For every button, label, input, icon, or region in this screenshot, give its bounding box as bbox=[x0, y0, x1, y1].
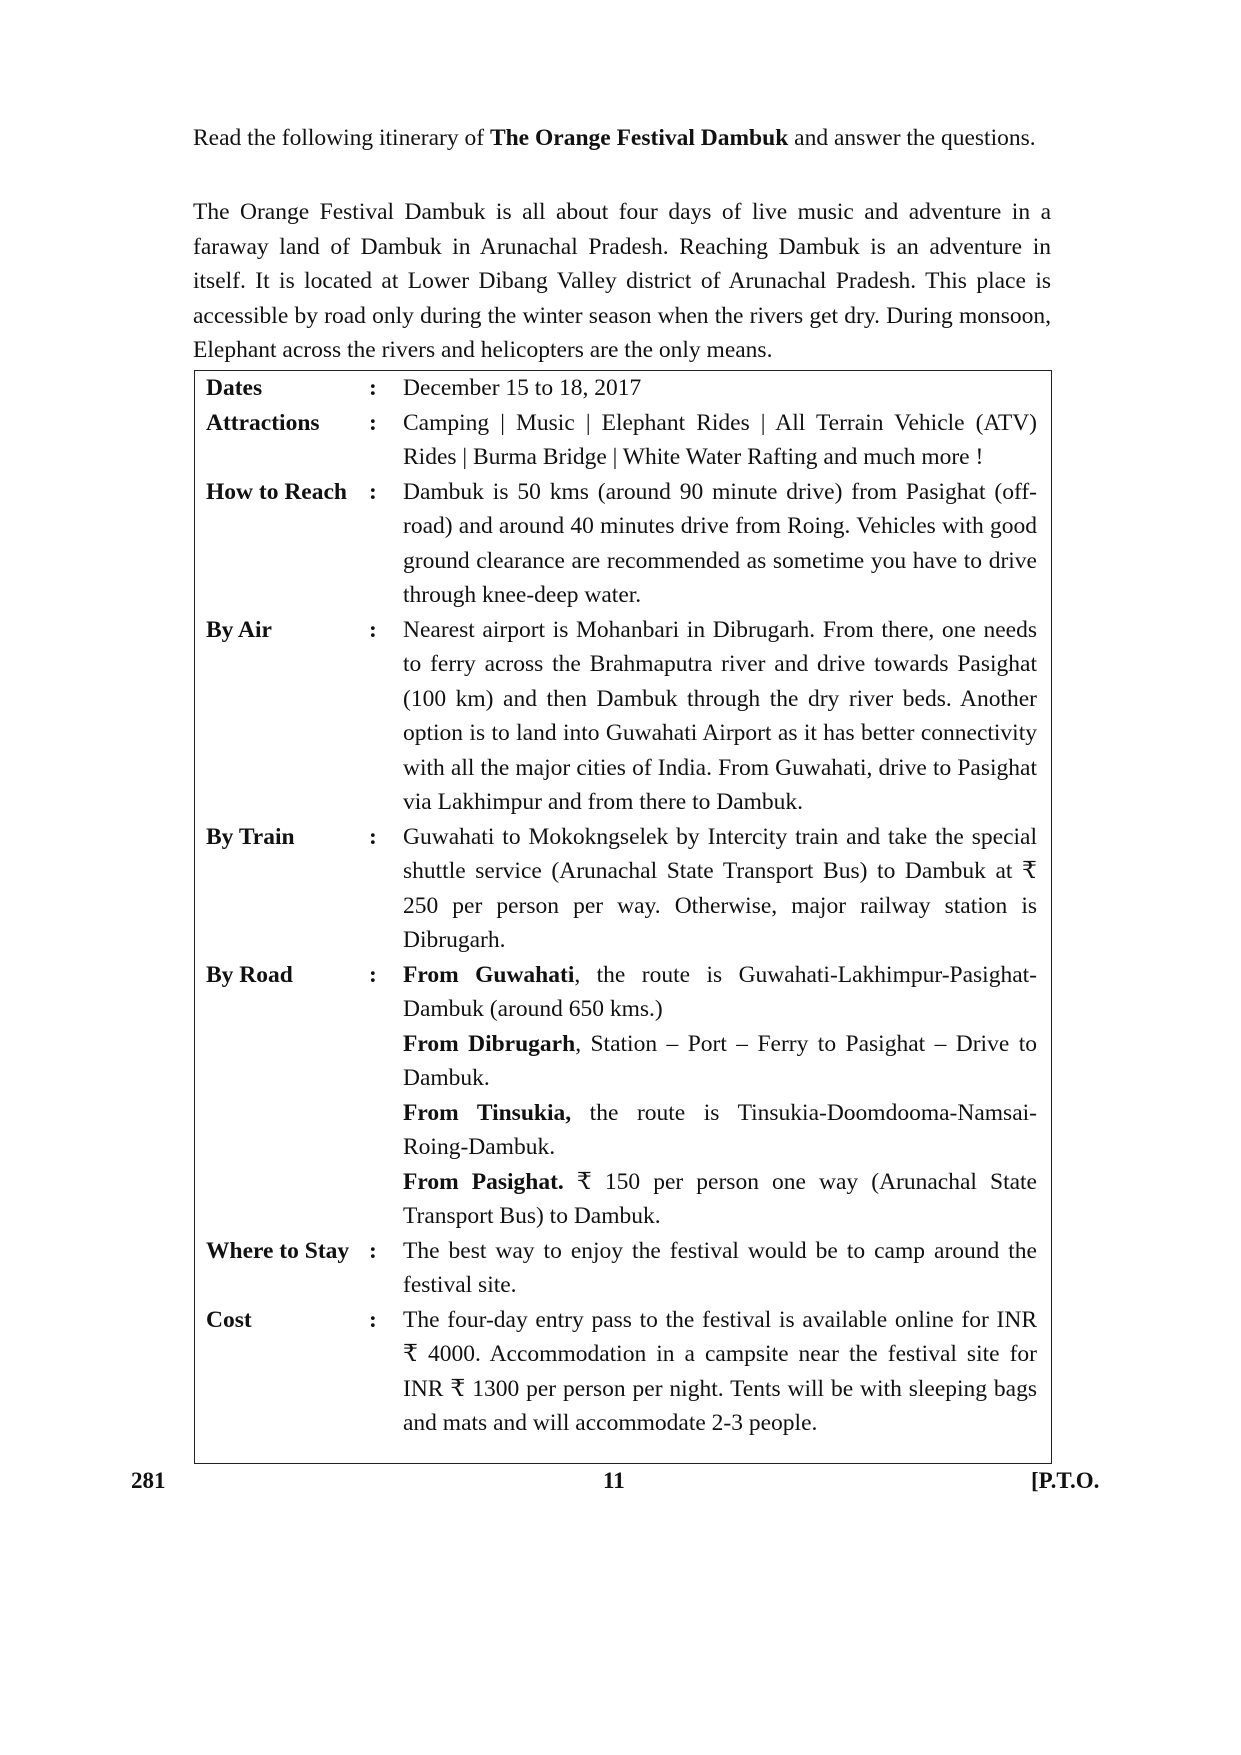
row-value: December 15 to 18, 2017 bbox=[403, 375, 642, 401]
row-colon: : bbox=[369, 616, 377, 643]
itinerary-row-by-road bbox=[195, 958, 1051, 1234]
paper-code: 281 bbox=[131, 1468, 166, 1493]
route-tinsukia bbox=[403, 1096, 1037, 1165]
row-label: Cost bbox=[206, 1306, 252, 1333]
row-colon: : bbox=[369, 375, 377, 401]
route-text: , Station – Port – Ferry to Pasighat – Drive to Dambuk. bbox=[403, 1030, 1037, 1091]
itinerary-row-how-to-reach bbox=[195, 475, 1051, 613]
itinerary-row-dates bbox=[195, 371, 1051, 406]
route-text: the route is Tinsukia-Doomdooma-Namsai-Roing-Dambuk. bbox=[403, 1099, 1037, 1160]
route-origin: From Pasighat. bbox=[403, 1168, 564, 1195]
row-value: Nearest airport is Mohanbari in Dibrugarh. From there, one needs to ferry across the Brahmaputra river and drive towards Pasighat (100 km) and then Dambuk through the dry river beds. Another option is to land into Guwahati Airport as it has better connectivity with all the major cities of India. From Guwahati, drive to Pasighat via Lakhimpur and from there to Dambuk. bbox=[403, 616, 1037, 815]
festival-title: The Orange Festival Dambuk bbox=[489, 125, 789, 151]
row-label: By Train bbox=[206, 823, 295, 850]
route-origin: From Tinsukia, bbox=[403, 1099, 572, 1126]
itinerary-row-cost bbox=[195, 1303, 1051, 1441]
row-value: The four-day entry pass to the festival is available online for INR ₹ 4000. Accommodation in a campsite near the festival site for INR ₹ 1300 per person per night. Tents will be with sleeping bags and mats and will accommodate 2-3 people. bbox=[403, 1306, 1037, 1436]
intro-paragraph bbox=[193, 121, 1051, 156]
row-label: Attractions bbox=[206, 409, 320, 436]
route-text: , the route is Guwahati-Lakhimpur-Pasighat-Dambuk (around 650 kms.) bbox=[403, 961, 1037, 1022]
row-colon: : bbox=[369, 1306, 377, 1333]
itinerary-table bbox=[194, 370, 1052, 1464]
row-label: Dates bbox=[206, 375, 263, 401]
row-value: Dambuk is 50 kms (around 90 minute drive) from Pasighat (off-road) and around 40 minutes drive from Roing. Vehicles with good ground clearance are recommended as sometime you have to drive through knee-deep water. bbox=[403, 478, 1037, 608]
intro-prefix: Read the following itinerary of bbox=[193, 125, 490, 151]
please-turn-over: [P.T.O. bbox=[1031, 1468, 1100, 1493]
row-colon: : bbox=[369, 961, 377, 988]
itinerary-row-attractions bbox=[195, 406, 1051, 475]
row-colon: : bbox=[369, 478, 377, 505]
page-number: 11 bbox=[603, 1468, 625, 1493]
row-colon: : bbox=[369, 823, 377, 850]
route-pasighat bbox=[403, 1165, 1037, 1234]
row-label: Where to Stay bbox=[206, 1237, 350, 1264]
row-label: By Air bbox=[206, 616, 272, 643]
route-dibrugarh bbox=[403, 1027, 1037, 1096]
row-colon: : bbox=[369, 1237, 377, 1264]
row-colon: : bbox=[369, 409, 377, 436]
row-label: By Road bbox=[206, 961, 293, 988]
route-origin: From Dibrugarh bbox=[403, 1030, 576, 1057]
itinerary-row-where-to-stay bbox=[195, 1234, 1051, 1303]
description-paragraph: The Orange Festival Dambuk is all about four days of live music and adventure in a faraway land of Dambuk in Arunachal Pradesh. Reaching Dambuk is an adventure in itself. It is located at Lower Dibang Valley district of Arunachal Pradesh. This place is accessible by road only during the winter season when the rivers get dry. During monsoon, Elephant across the rivers and helicopters are the only means. bbox=[193, 199, 1051, 363]
intro-suffix: and answer the questions. bbox=[788, 125, 1036, 151]
route-origin: From Guwahati bbox=[403, 961, 575, 988]
row-value bbox=[403, 958, 1037, 1234]
route-guwahati bbox=[403, 958, 1037, 1027]
itinerary-row-by-air bbox=[195, 613, 1051, 820]
row-label: How to Reach bbox=[206, 478, 347, 505]
row-value: Guwahati to Mokokngselek by Intercity train and take the special shuttle service (Arunachal State Transport Bus) to Dambuk at ₹ 250 per person per way. Otherwise, major railway station is Dibrugarh. bbox=[403, 823, 1037, 953]
row-value: The best way to enjoy the festival would be to camp around the festival site. bbox=[403, 1237, 1037, 1298]
row-value: Camping | Music | Elephant Rides | All Terrain Vehicle (ATV) Rides | Burma Bridge | White Water Rafting and much more ! bbox=[403, 409, 1037, 470]
route-text: ₹ 150 per person one way (Arunachal State Transport Bus) to Dambuk. bbox=[403, 1168, 1037, 1229]
itinerary-row-by-train bbox=[195, 820, 1051, 958]
